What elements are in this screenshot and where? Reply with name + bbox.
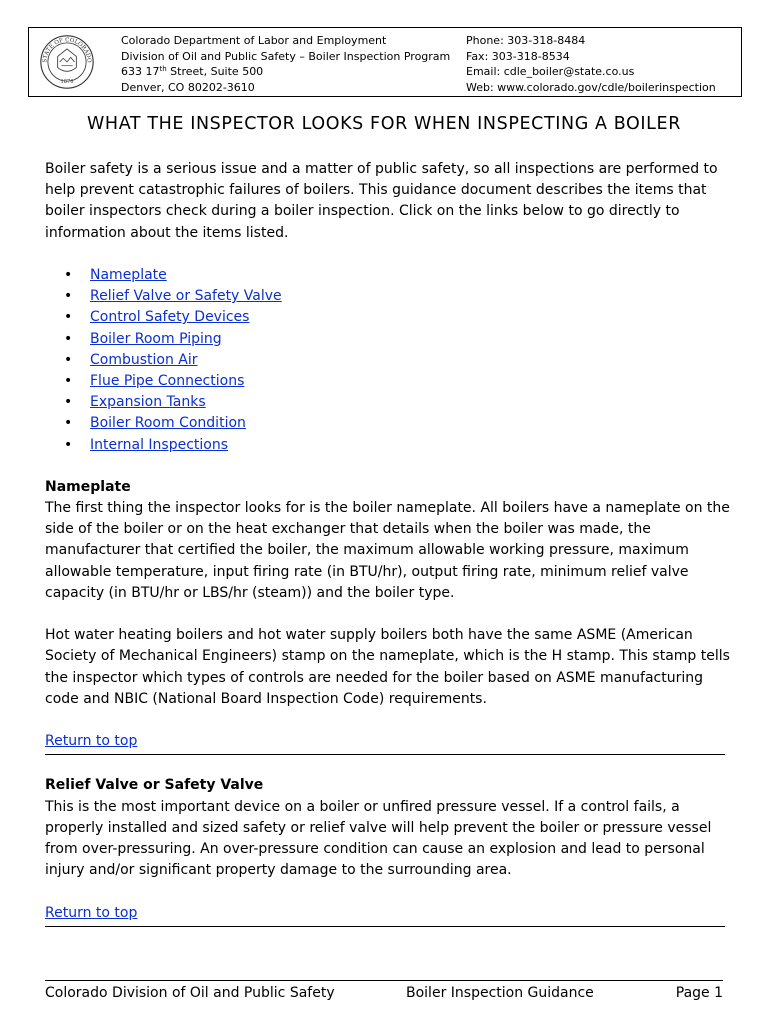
return-to-top-link[interactable]: Return to top <box>45 904 138 921</box>
toc-link[interactable]: Flue Pipe Connections <box>90 373 245 390</box>
letterhead <box>28 27 742 97</box>
agency-division: Division of Oil and Public Safety – Boiler Inspection Program <box>121 49 451 63</box>
footer-document-title: Boiler Inspection Guidance <box>406 985 594 1001</box>
bullet-icon: • <box>64 373 73 390</box>
toc-item <box>45 435 731 456</box>
agency-city: Denver, CO 80202-3610 <box>121 80 255 94</box>
toc-link[interactable]: Boiler Room Condition <box>90 415 246 432</box>
nameplate-paragraph-1: The first thing the inspector looks for is the boiler nameplate. All boilers have a nameplate on the side of the boiler or on the heat exchanger that details when the boiler was made, the manufacturer that certified the boiler, the maximum allowable working pressure, maximum allowable temperature, input firing rate (in BTU/hr), output firing rate, minimum relief valve capacity (in BTU/hr or LBS/hr (steam)) and the boiler type. <box>45 500 730 601</box>
contact-email: Email: cdle_boiler@state.co.us <box>466 65 635 78</box>
contact-fax: Fax: 303-318-8534 <box>466 49 570 63</box>
toc-item <box>45 265 731 286</box>
section-divider <box>45 754 725 755</box>
bullet-icon: • <box>64 394 73 411</box>
section-heading-relief-valve: Relief Valve or Safety Valve <box>45 777 264 794</box>
agency-street: 633 17th Street, Suite 500 <box>121 65 264 78</box>
bullet-icon: • <box>64 351 73 368</box>
toc-item <box>45 350 731 371</box>
intro-paragraph: Boiler safety is a serious issue and a matter of public safety, so all inspections are performed to help prevent catastrophic failures of boilers. This guidance document describes the items that boiler inspectors check during a boiler inspection. Click on the links below to go directly to information about the items listed. <box>45 161 718 241</box>
toc-link[interactable]: Nameplate <box>90 267 167 283</box>
section-divider <box>45 926 725 927</box>
bullet-icon: • <box>64 330 73 347</box>
contact-phone: Phone: 303-318-8484 <box>466 34 586 47</box>
footer-division: Colorado Division of Oil and Public Safety <box>45 985 335 1001</box>
toc-item <box>45 329 731 350</box>
toc-item <box>45 371 731 392</box>
footer-page-number: Page 1 <box>675 985 723 1001</box>
toc-link[interactable]: Internal Inspections <box>90 436 229 453</box>
toc-link[interactable]: Boiler Room Piping <box>90 330 222 347</box>
bullet-icon: • <box>64 436 73 453</box>
return-to-top-link[interactable]: Return to top <box>45 733 138 750</box>
svg-text:STATE OF COLORADO: STATE OF COLORADO <box>42 37 92 63</box>
contact-web: Web: www.colorado.gov/cdle/boilerinspection <box>466 80 716 94</box>
contact-block <box>466 33 716 95</box>
toc-link[interactable]: Relief Valve or Safety Valve <box>90 288 282 305</box>
document-body <box>45 159 731 947</box>
agency-address-block <box>121 33 450 95</box>
state-seal-logo <box>39 34 95 90</box>
bullet-icon: • <box>64 267 73 283</box>
svg-text:1876: 1876 <box>60 79 74 85</box>
nameplate-paragraph-2: Hot water heating boilers and hot water supply boilers both have the same ASME (American Society of Mechanical Engineers) stamp on the nameplate, which is the H stamp. This stamp tells the inspector which types of controls are needed for the boiler based on ASME manufacturing code and NBIC (National Board Inspection Code) requirements. <box>45 627 730 707</box>
agency-department: Colorado Department of Labor and Employment <box>121 34 387 47</box>
toc-link[interactable]: Combustion Air <box>90 351 198 368</box>
toc-link[interactable]: Expansion Tanks <box>90 394 206 411</box>
toc-link[interactable]: Control Safety Devices <box>90 309 250 326</box>
relief-valve-paragraph: This is the most important device on a boiler or unfired pressure vessel. If a control fails, a properly installed and sized safety or relief valve will help prevent the boiler or pressure vessel from over-pressuring. An over-pressure condition can cause an explosion and lead to personal injury and/or significant property damage to the surrounding area. <box>45 798 712 879</box>
bullet-icon: • <box>64 415 73 432</box>
toc-item <box>45 307 731 328</box>
section-heading-nameplate: Nameplate <box>45 478 131 495</box>
toc-item <box>45 413 731 434</box>
toc-item <box>45 286 731 307</box>
page-footer <box>45 980 723 1001</box>
page-title: WHAT THE INSPECTOR LOOKS FOR WHEN INSPECTING A BOILER <box>87 114 681 134</box>
bullet-icon: • <box>64 288 73 305</box>
toc-item <box>45 392 731 413</box>
table-of-contents <box>45 265 731 456</box>
bullet-icon: • <box>64 309 73 326</box>
